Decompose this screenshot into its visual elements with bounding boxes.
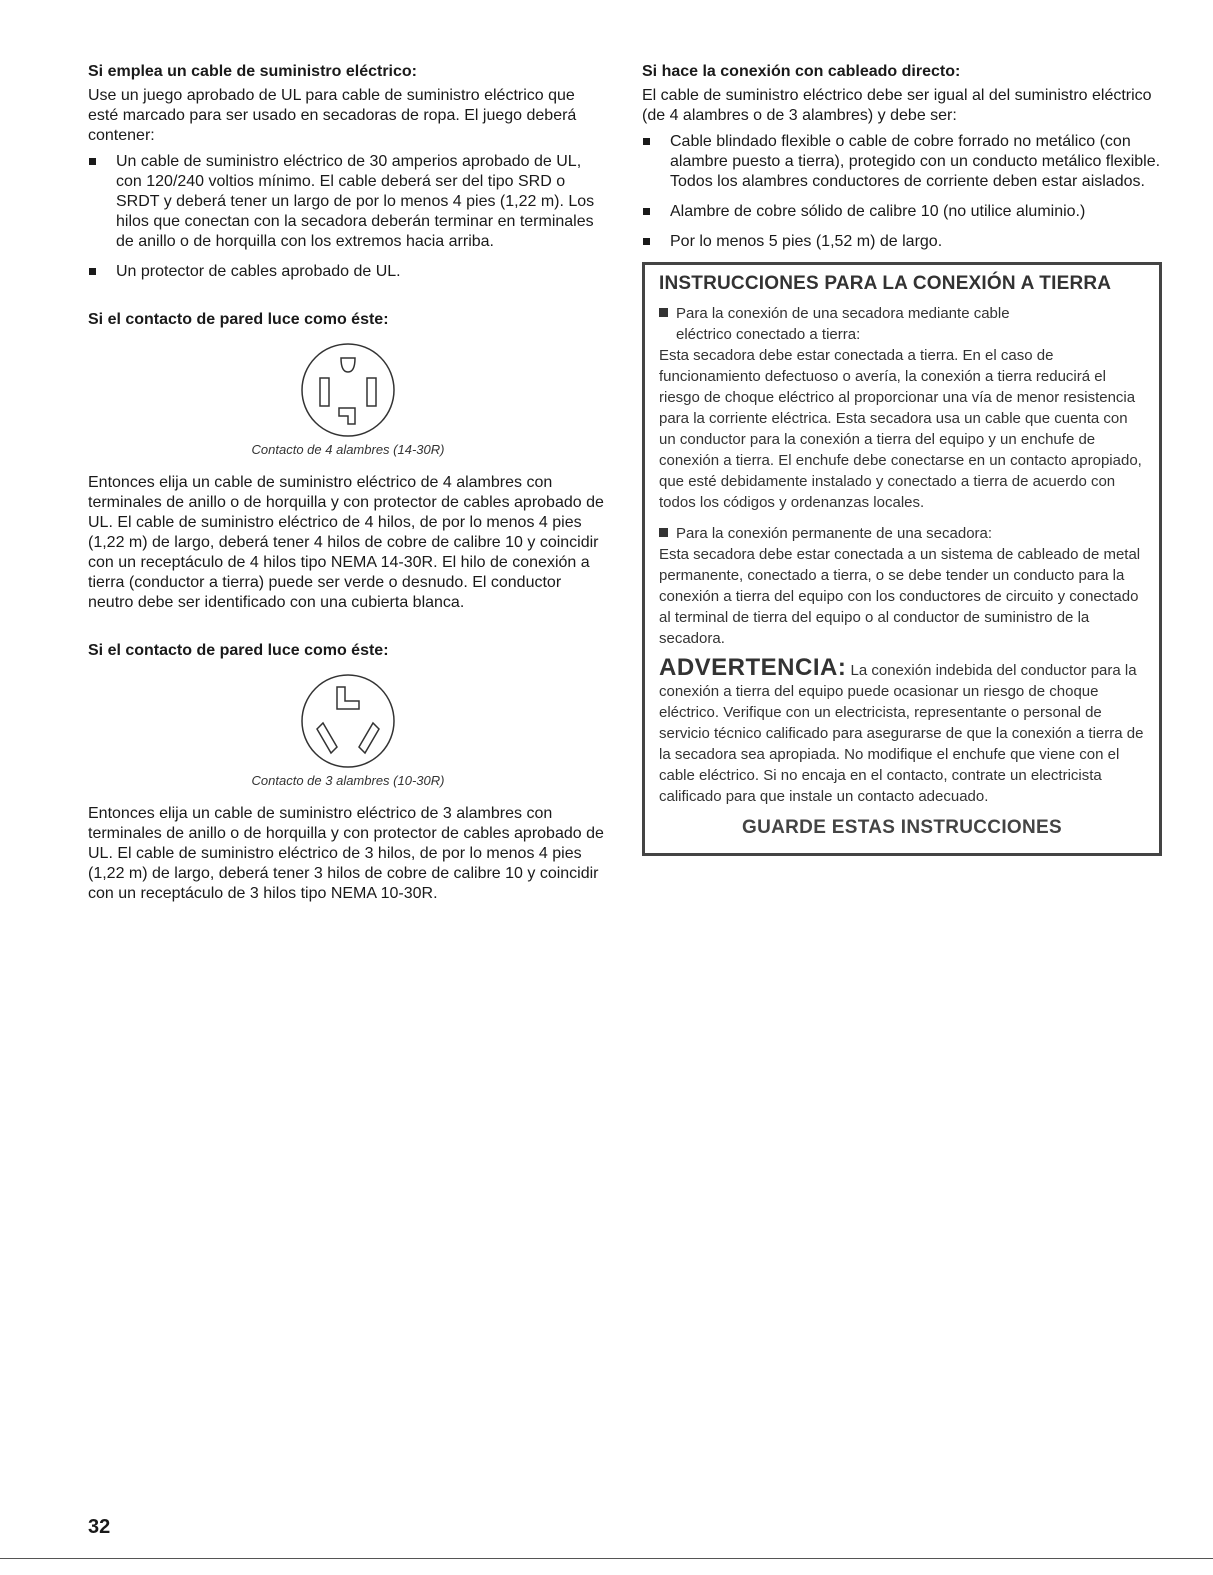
left-column	[88, 62, 608, 904]
list-item: Un cable de suministro eléctrico de 30 amperios aprobado de UL, con 120/240 voltios mínimo. El cable deberá ser del tipo SRD o SRDT y deberá tener un largo de por lo menos 4 pies (1,22 m). Los hilos que conectan con la secadora deberán terminar en terminales de anillo o de horquilla con los extremos hacia arriba.	[88, 152, 608, 252]
bottom-divider	[0, 1558, 1213, 1559]
permanent-connection-text: Esta secadora debe estar conectada a un sistema de cableado de metal permanente, conectado a tierra, o se debe tender un conducto para la conexión a tierra del equipo con los conductores de circuito y conectado al terminal de tierra del equipo o al conductor de suministro de la secadora.	[659, 546, 1141, 647]
warning-paragraph	[659, 654, 1145, 807]
section-heading-power-cord: Si emplea un cable de suministro eléctrico:	[88, 63, 417, 80]
section-heading-4-wire-outlet: Si el contacto de pared luce como éste:	[88, 311, 389, 328]
box-bullet-text: Para la conexión de una secadora mediante cable	[676, 305, 1010, 322]
box-bullet-heading-cont: eléctrico conectado a tierra:	[676, 326, 861, 343]
direct-wire-intro: El cable de suministro eléctrico debe ser igual al del suministro eléctrico (de 4 alambres o de 3 alambres) y debe ser:	[642, 87, 1152, 124]
3-wire-instructions: Entonces elija un cable de suministro eléctrico de 3 alambres con terminales de anillo o de horquilla y con protector de cables aprobado de UL. El cable de suministro eléctrico de 3 hilos, de por lo menos 4 pies (1,22 m) de largo, deberá tener 3 hilos de cobre de calibre 10 y coincidir con un receptáculo de 3 hilos tipo NEMA 10-30R.	[88, 805, 604, 902]
3-wire-outlet-icon	[293, 671, 403, 771]
box-bullet-heading	[659, 303, 1145, 324]
direct-wire-list	[642, 132, 1162, 252]
power-cord-intro: Use un juego aprobado de UL para cable de suministro eléctrico que esté marcado para ser usado en secadoras de ropa. El juego deberá contener:	[88, 87, 577, 144]
right-column	[642, 62, 1162, 856]
save-instructions-label: GUARDE ESTAS INSTRUCCIONES	[742, 817, 1062, 838]
4-wire-instructions: Entonces elija un cable de suministro eléctrico de 4 alambres con terminales de anillo o de horquilla y con protector de cables aprobado de UL. El cable de suministro eléctrico de 4 hilos, de por lo menos 4 pies (1,22 m) de largo, deberá tener 4 hilos de cobre de calibre 10 y coincidir con un receptáculo de 4 hilos tipo NEMA 14-30R. El hilo de conexión a tierra (conductor a tierra) puede ser verde o desnudo. El conductor neutro debe ser identificado con una cubierta blanca.	[88, 474, 604, 611]
4-wire-outlet-caption: Contacto de 4 alambres (14-30R)	[251, 442, 445, 457]
grounding-box-title: INSTRUCCIONES PARA LA CONEXIÓN A TIERRA	[659, 273, 1112, 294]
list-item: Por lo menos 5 pies (1,52 m) de largo.	[642, 232, 1162, 252]
page-number: 32	[88, 1516, 111, 1538]
list-item: Un protector de cables aprobado de UL.	[88, 262, 608, 282]
box-bullet-heading	[659, 523, 1145, 544]
warning-label: ADVERTENCIA:	[659, 654, 847, 681]
list-item: Cable blindado flexible o cable de cobre forrado no metálico (con alambre puesto a tierra), protegido con un conducto metálico flexible. Todos los alambres conductores de corriente deben estar aislados.	[642, 132, 1162, 192]
box-bullet-text: Para la conexión permanente de una secadora:	[676, 525, 993, 542]
list-item: Alambre de cobre sólido de calibre 10 (no utilice aluminio.)	[642, 202, 1162, 222]
square-bullet-icon	[659, 308, 668, 317]
cord-connected-grounding-text: Esta secadora debe estar conectada a tierra. En el caso de funcionamiento defectuoso o avería, la conexión a tierra reducirá el riesgo de choque eléctrico al proporcionar una vía de menor resistencia para la corriente eléctrica. Esta secadora usa un cable que cuenta con un conductor para la conexión a tierra del equipo y un enchufe de conexión a tierra. El enchufe debe conectarse en un contacto apropiado, que esté debidamente instalado y conectado a tierra de acuerdo con todos los códigos y ordenanzas locales.	[659, 347, 1142, 511]
section-heading-3-wire-outlet: Si el contacto de pared luce como éste:	[88, 642, 389, 659]
3-wire-outlet-caption: Contacto de 3 alambres (10-30R)	[251, 773, 445, 788]
square-bullet-icon	[659, 528, 668, 537]
section-heading-direct-wire: Si hace la conexión con cableado directo:	[642, 63, 961, 80]
power-cord-list	[88, 152, 608, 282]
4-wire-outlet-icon	[293, 340, 403, 440]
grounding-instructions-box	[642, 262, 1162, 856]
warning-text: La conexión indebida del conductor para la conexión a tierra del equipo puede ocasionar un riesgo de choque eléctrico. Verifique con un electricista, representante o personal de servicio técnico calificado para asegurarse de que la conexión a tierra de la secadora sea apropiada. No modifique el enchufe que viene con el cable eléctrico. Si no encaja en el contacto, contrate un electricista calificado para que instale un contacto adecuado.	[659, 662, 1144, 805]
